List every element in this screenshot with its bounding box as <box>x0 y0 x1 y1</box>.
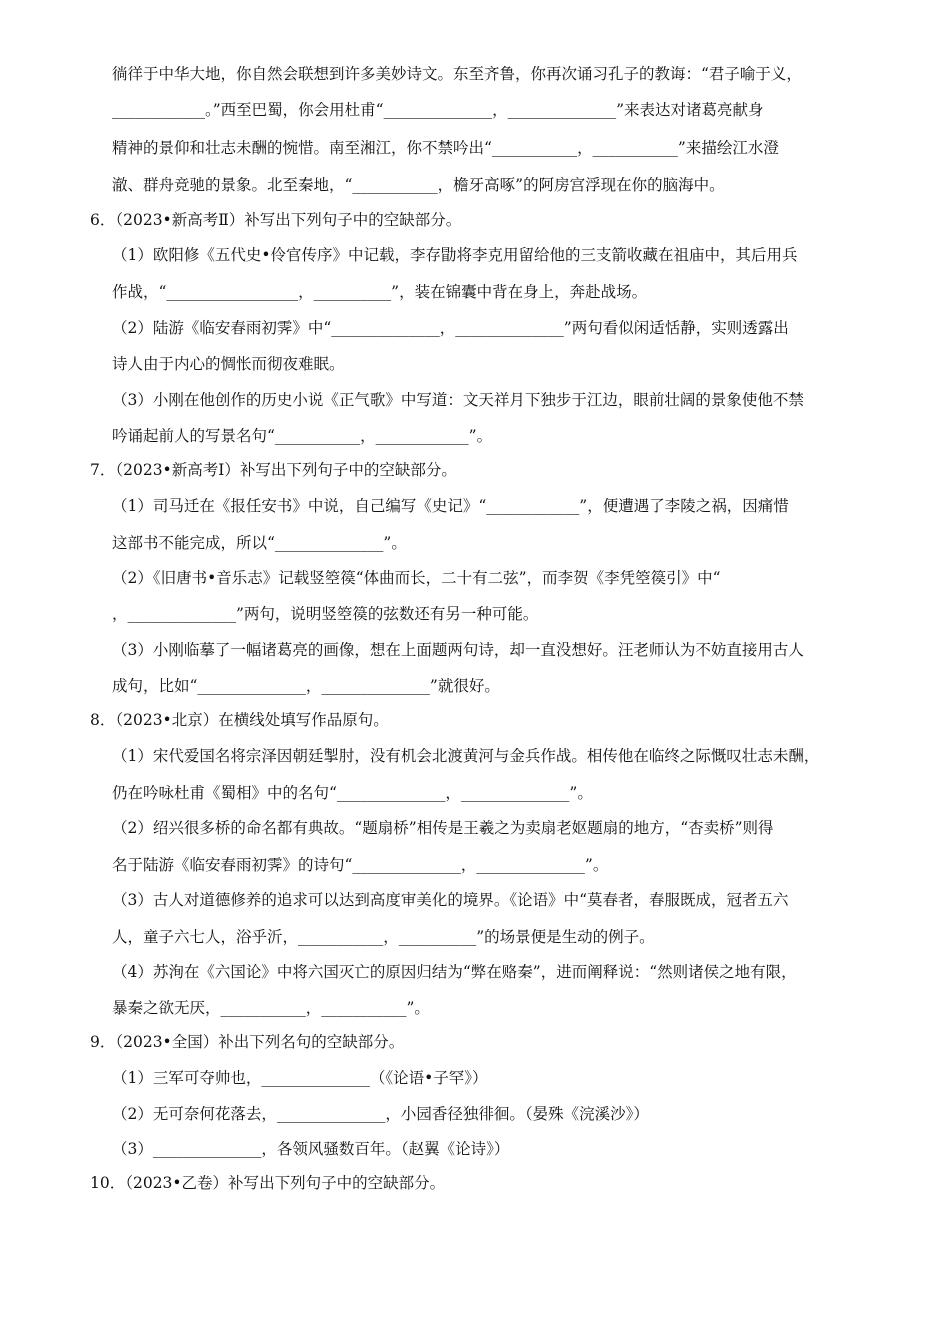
q8-part1-line1: （1）宋代爱国名将宗泽因朝廷掣肘，没有机会北渡黄河与金兵作战。相传他在临终之际慨叹壮志未酬， <box>112 747 820 765</box>
q8-part2-line1: （2）绍兴很多桥的命名都有典故。“题扇桥”相传是王羲之为卖扇老妪题扇的地方，“杏卖桥”则得 <box>112 819 774 837</box>
question-8-heading: 8．（2023•北京）在横线处填写作品原句。 <box>90 711 389 729</box>
intro-line-2: ____________。”西至巴蜀，你会用杜甫“______________，______________”来表达对诸葛亮献身 <box>112 101 764 119</box>
question-7-heading: 7．（2023•新高考Ⅰ）补写出下列句子中的空缺部分。 <box>90 461 457 479</box>
q8-part3-line1: （3）古人对道德修养的追求可以达到高度审美化的境界。《论语》中“莫春者，春服既成，冠者五六 <box>112 891 789 909</box>
question-9-heading: 9．（2023•全国）补出下列名句的空缺部分。 <box>90 1033 405 1051</box>
intro-line-4: 澈、群舟竞驰的景象。北至秦地，“___________，檐牙高啄”的阿房宫浮现在你的脑海中。 <box>112 176 725 194</box>
q7-part3-line2: 成句，比如“______________，______________”就很好。 <box>112 677 500 695</box>
q9-part2: （2）无可奈何花落去，______________，小园香径独徘徊。（晏殊《浣溪沙》） <box>112 1105 649 1123</box>
q8-part4-line1: （4）苏洵在《六国论》中将六国灭亡的原因归结为“弊在赂秦”，进而阐释说：“然则诸侯之地有限， <box>112 963 797 981</box>
q6-part2-line2: 诗人由于内心的惆怅而彻夜难眠。 <box>112 355 345 373</box>
q7-part1-line1: （1）司马迁在《报任安书》中说，自己编写《史记》“____________”，便遭遇了李陵之祸，因痛惜 <box>112 497 789 515</box>
q8-part4-line2: 暴秦之欲无厌，___________，___________”。 <box>112 999 430 1017</box>
q9-part3: （3）______________，各领风骚数百年。（赵翼《论诗》） <box>112 1140 510 1158</box>
q7-part2-line1: （2）《旧唐书•音乐志》记载竖箜篌“体曲而长，二十有二弦”，而李贺《李凭箜篌引》中“ <box>112 569 721 587</box>
q7-part3-line1: （3）小刚临摹了一幅诸葛亮的画像，想在上面题两句诗，却一直没想好。汪老师认为不妨直接用古人 <box>112 641 804 659</box>
q6-part1-line1: （1）欧阳修《五代史•伶官传序》中记载，李存勖将李克用留给他的三支箭收藏在祖庙中，其后用兵 <box>112 246 798 264</box>
q7-part1-line2: 这部书不能完成，所以“______________”。 <box>112 534 407 552</box>
q6-part3-line2: 吟诵起前人的写景名句“___________，____________”。 <box>112 427 493 445</box>
question-6-heading: 6．（2023•新高考Ⅱ）补写出下列句子中的空缺部分。 <box>90 211 462 229</box>
q8-part1-line2: 仍在吟咏杜甫《蜀相》中的名句“______________，______________”。 <box>112 784 593 802</box>
question-10-heading: 10．（2023•乙卷）补写出下列句子中的空缺部分。 <box>90 1174 446 1192</box>
q6-part2-line1: （2）陆游《临安春雨初霁》中“______________，______________”两句看似闲适恬静，实则透露出 <box>112 319 789 337</box>
q8-part2-line2: 名于陆游《临安春雨初霁》的诗句“______________，______________”。 <box>112 856 609 874</box>
intro-line-1: 徜徉于中华大地，你自然会联想到许多美妙诗文。东至齐鲁，你再次诵习孔子的教诲：“君子喻于义， <box>112 65 802 83</box>
q8-part3-line2: 人，童子六七人，浴乎沂，___________，__________”的场景便是生动的例子。 <box>112 928 655 946</box>
intro-line-3: 精神的景仰和壮志未酬的惋惜。南至湘江，你不禁吟出“___________，___________”来描绘江水澄 <box>112 139 779 157</box>
q6-part3-line1: （3）小刚在他创作的历史小说《正气歌》中写道：文天祥月下独步于江边，眼前壮阔的景象使他不禁 <box>112 391 804 409</box>
q6-part1-line2: 作战，“_________________，__________”，装在锦囊中背在身上，奔赴战场。 <box>112 283 648 301</box>
q7-part2-line2: ，______________”两句，说明竖箜篌的弦数还有另一种可能。 <box>112 605 539 623</box>
q9-part1: （1）三军可夺帅也，______________（《论语•子罕》） <box>112 1069 488 1087</box>
